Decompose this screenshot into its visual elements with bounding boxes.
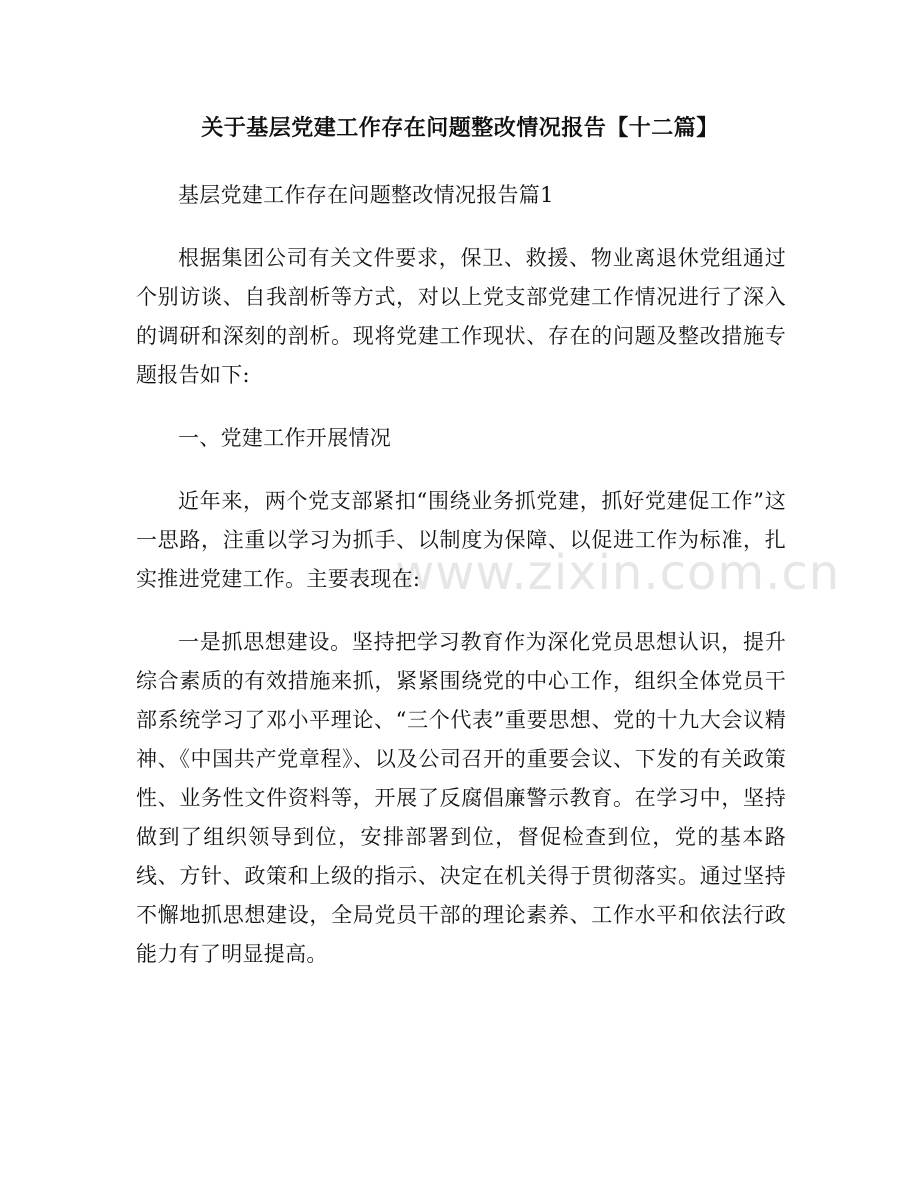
section-heading: 一、党建工作开展情况 — [178, 426, 391, 450]
watermark: www.zixin.com.cn — [395, 545, 841, 601]
paragraph: 根据集团公司有关文件要求，保卫、救援、物业离退休党组通过个别访谈、自我剖析等方式，对以上党支部党建工作情况进行了深入的调研和深刻的剖析。现将党建工作现状、存在的问题及整改措施专题报告如下: — [136, 246, 786, 387]
paragraph: 一是抓思想建设。坚持把学习教育作为深化党员思想认识，提升综合素质的有效措施来抓，紧紧围绕党的中心工作，组织全体党员干部系统学习了邓小平理论、“三个代表”重要思想、党的十九大会议精神、《中国共产党章程》、以及公司召开的重要会议、下发的有关政策性、业务性文件资料等，开展了反腐倡廉警示教育。在学习中，坚持做到了组织领导到位，安排部署到位，督促检查到位，党的基本路线、方针、政策和上级的指示、决定在机关得于贯彻落实。通过坚持不懈地抓思想建设，全局党员干部的理论素养、工作水平和依法行政能力有了明显提高。 — [136, 630, 786, 966]
section-heading: 基层党建工作存在问题整改情况报告篇1 — [178, 183, 554, 207]
document-body — [136, 176, 786, 998]
paragraph: 近年来，两个党支部紧扣“围绕业务抓党建，抓好党建促工作”这一思路，注重以学习为抓手、以制度为保障、以促进工作为标准，扎实推进党建工作。主要表现在: — [136, 489, 786, 591]
document-title: 关于基层党建工作存在问题整改情况报告【十二篇】 — [201, 116, 719, 141]
